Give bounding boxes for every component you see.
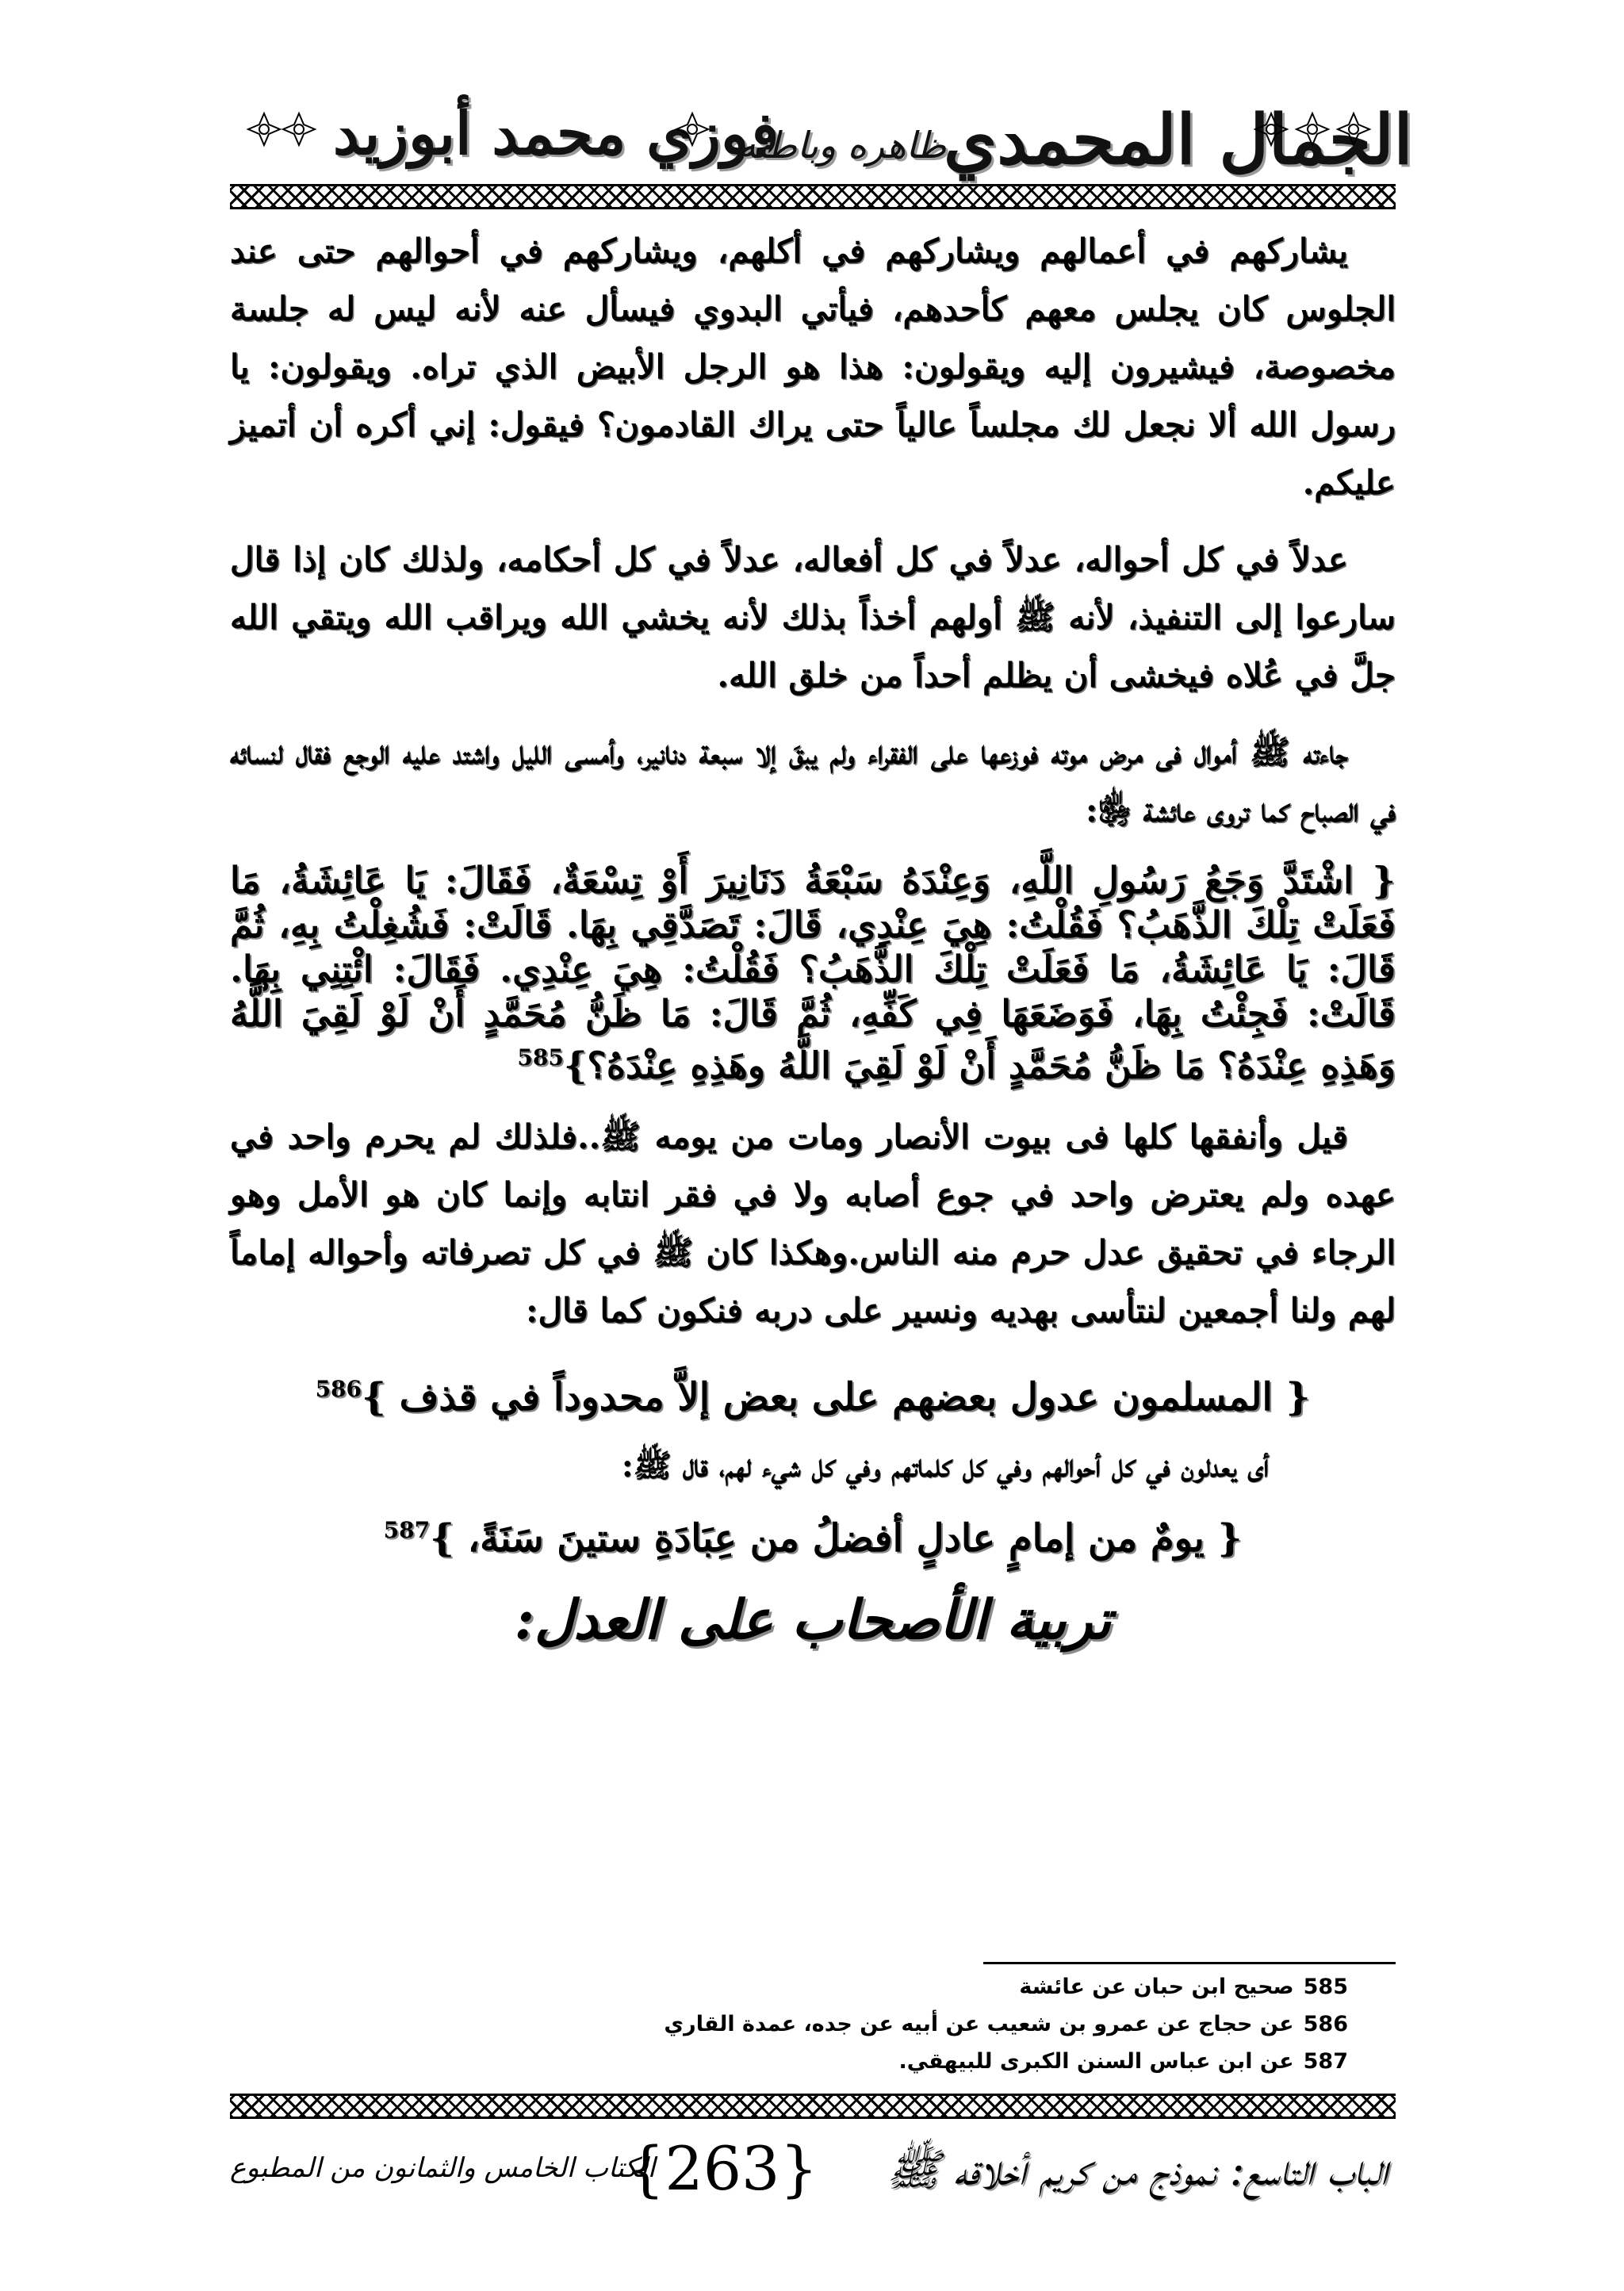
chapter-title: الباب التاسع: نموذج من كريم أخلاقه ﷺ (886, 2144, 1388, 2196)
page-footer (230, 2133, 1396, 2252)
footnote-reference: 586 (315, 1376, 362, 1403)
footnote-text: صحيح ابن حبان عن عائشة (1019, 1975, 1294, 1999)
footnote-item (230, 2006, 1396, 2043)
section-heading: تربية الأصحاب على العدل: (514, 1588, 1112, 1653)
hadith-text: { المسلمون عدول بعضهم على بعض إلاَّ محدوداً في قذف } (362, 1375, 1311, 1420)
paragraph: قيل وأنفقها كلها فى بيوت الأنصار ومات من يومه ﷺ..فلذلك لم يحرم واحد في عهده ولم يعترض واحد في جوع أصابه ولا في فقر انتابه وإنما كان هو الأمل وهو الرجاء في تحقيق عدل حرم منه الناس.وهكذا كان ﷺ في كل تصرفاته وأحواله إماماً لهم ولنا أجمعين لنتأسى بهديه ونسير على دربه فنكون كما قال: (230, 1117, 1396, 1331)
hadith-quote (230, 1358, 1396, 1428)
book-part-label: الكتاب الخامس والثمانون من المطبوع (230, 2152, 656, 2184)
header-divider-band (230, 184, 1396, 209)
intro-line: أى يعدلون في كل أحوالهم وفي كل كلماتهم وفي كل شيء لهم، قال ﷺ: (621, 1447, 1269, 1485)
book-subtitle: ظاهره وباطنه (737, 124, 947, 167)
footnote-number: 585 (1303, 1975, 1348, 1999)
footnote-separator (983, 1962, 1396, 1964)
star-ornament-icon (246, 111, 317, 151)
footnote-item (230, 1968, 1396, 2006)
paragraph: عدلاً في كل أحواله، عدلاً في كل أفعاله، عدلاً في كل أحكامه، ولذلك كان إذا قال سارعوا إلى التنفيذ، لأنه ﷺ أولهم أخذاً بذلك لأنه يخشي الله ويراقب الله ويتقي الله جلَّ في عُلاه فيخشى أن يظلم أحداً من خلق الله. (230, 540, 1396, 695)
footnote-number: 587 (1303, 2049, 1348, 2074)
footer-divider-band (230, 2094, 1396, 2119)
page-body (230, 222, 1396, 1660)
paragraph: جاءته ﷺ أموال فى مرض موته فوزعها على الفقراء ولم يبقَ إلا سبعة دنانير، وأمسى الليل واشتد عليه الوجع فقال لنسائه في الصباح كما تروى عائشة ﵂: (230, 733, 1396, 829)
hadith-quote (230, 1500, 1396, 1569)
hadith-text: { يومٌ من إمامٍ عادلٍ أفضلُ من عِبَادَةِ ستينَ سَنَةً، } (430, 1516, 1243, 1561)
footnote-text: عن ابن عباس السنن الكبرى للبيهقي. (898, 2049, 1294, 2074)
footnote-reference: 585 (517, 1044, 564, 1071)
footnotes (230, 1968, 1396, 2080)
page-header (230, 86, 1413, 181)
paragraph: يشاركهم في أعمالهم ويشاركهم في أكلهم، ويشاركهم في أحوالهم حتى عند الجلوس كان يجلس معهم كأحدهم، فيأتي البدوي فيسأل عنه لأنه ليس له جلسة مخصوصة، فيشيرون إليه ويقولون: هذا هو الرجل الأبيض الذي تراه. ويقولون: يا رسول الله ألا نجعل لك مجلساً عالياً حتى يراك القادمون؟ فيقول: إني أكره أن أتميز عليكم. (230, 232, 1396, 502)
star-ornament-icon (1253, 111, 1372, 151)
footnote-item (230, 2043, 1396, 2080)
footnote-text: عن حجاج عن عمرو بن شعيب عن أبيه عن جده، عمدة القاري (664, 2012, 1294, 2036)
star-ornament-icon (674, 111, 710, 151)
footnote-number: 586 (1303, 2012, 1348, 2036)
book-title: الجمال المحمدي (944, 100, 1413, 180)
hadith-quote (230, 858, 1396, 1087)
author-name: فوزي محمد أبوزيد (333, 100, 779, 168)
page-number: {263} (626, 2133, 818, 2204)
footnote-reference: 587 (383, 1517, 431, 1544)
hadith-text: { اشْتَدَّ وَجَعُ رَسُولِ اللَّهِ، وَعِنْدَهُ سَبْعَةُ دَنَانِيرَ أَوْ تِسْعَةٌ، فَقَالَ: يَا عَائِشَةُ، مَا فَعَلَتْ تِلْكَ الذَّهَبُ؟ فَقُلْتُ: هِيَ عِنْدِي، قَالَ: تَصَدَّقِي بِهَا. قَالَتْ: فَشُغِلْتُ بِهِ، ثُمَّ قَالَ: يَا عَائِشَةُ، مَا فَعَلَتْ تِلْكَ الذَّهَبُ؟ فَقُلْتُ: هِيَ عِنْدِي. فَقَالَ: ائْتِنِي بِهَا. قَالَتْ: فَجِئْتُ بِهَا، فَوَضَعَهَا فِي كَفِّهِ، ثُمَّ قَالَ: مَا ظَنُّ مُحَمَّدٍ أَنْ لَوْ لَقِيَ اللَّهُ وَهَذِهِ عِنْدَهُ؟ مَا ظَنُّ مُحَمَّدٍ أَنْ لَوْ لَقِيَ اللَّهُ وهَذِهِ عِنْدَهُ؟} (230, 859, 1396, 1087)
